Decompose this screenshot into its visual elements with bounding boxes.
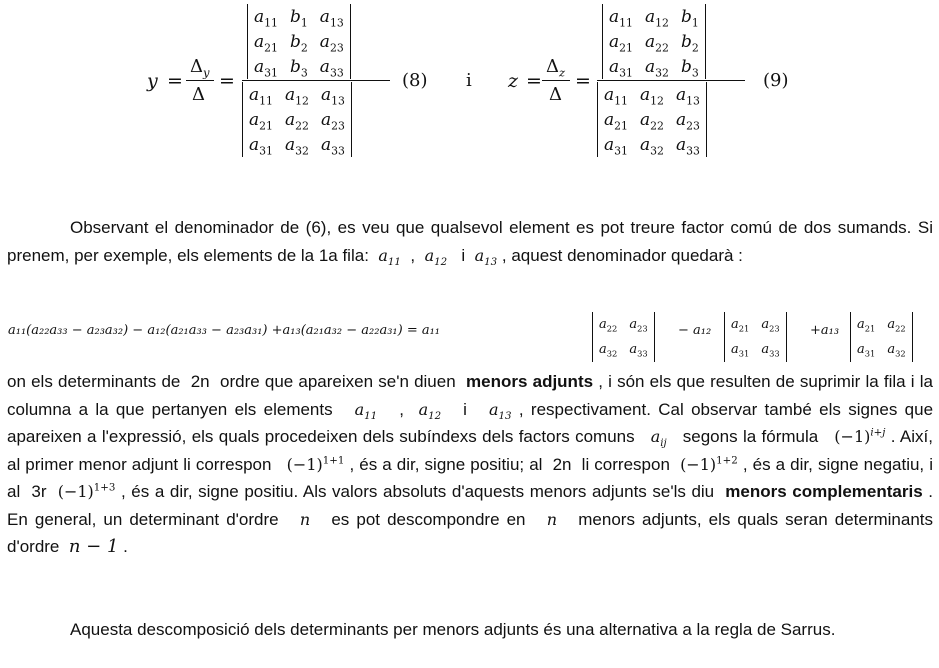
eq9-den-entry: $a_{32}$ (639, 134, 664, 157)
eq9-num-entry: $a_{12}$ (644, 6, 669, 29)
eq9-num-entry: $a_{11}$ (609, 6, 633, 29)
eq8-den-entry: $a_{11}$ (249, 84, 273, 107)
expansion-equation (8, 316, 933, 359)
eq9-num-row (603, 4, 705, 29)
minor-2-determinant (724, 312, 787, 362)
minor3-entry: $a_{32}$ (887, 342, 906, 359)
minor1-entry: $a_{32}$ (599, 342, 618, 359)
eq9-den-entry: $a_{23}$ (675, 109, 700, 132)
minor3-row (851, 337, 912, 362)
eq8-den-entry: $a_{12}$ (284, 84, 309, 107)
eq9-num-entry: $a_{31}$ (609, 56, 633, 79)
eq8-den-row (243, 107, 351, 132)
eq9-num-entry: $a_{21}$ (609, 31, 633, 54)
eq8-num-row (248, 29, 350, 54)
para2-n: n (299, 509, 311, 529)
para2-t7: , és a dir, signe positiu; al (349, 454, 543, 474)
eq8-equals-2: = (219, 70, 235, 92)
minor1-row (593, 337, 654, 362)
paragraph-2 (7, 368, 933, 561)
eq8-num-entry: $a_{23}$ (319, 31, 344, 54)
eq9-den-entry: $a_{31}$ (604, 134, 628, 157)
minor1-row (593, 312, 654, 337)
eq8-num-entry: $b_3$ (289, 56, 308, 79)
eq9-denominator-determinant (597, 82, 707, 157)
eq9-delta-den: Δ (549, 84, 562, 105)
para1-text2: , aquest denominador quedarà : (501, 245, 743, 265)
eq9-lhs: z (508, 70, 519, 92)
para2-two-n-2: 2n (552, 454, 572, 474)
eq8-numerator-determinant (247, 4, 351, 79)
eq8-den-entry: $a_{31}$ (249, 134, 273, 157)
para1-sep1: , (410, 245, 416, 265)
eq9-num-row (603, 29, 705, 54)
para2-formula-2: $(-1)^{1+2}$ (680, 454, 738, 474)
eq8-den-entry: $a_{23}$ (320, 109, 345, 132)
eq8-num-entry: $a_{33}$ (319, 56, 344, 79)
eq9-num-entry: $b_2$ (680, 31, 699, 54)
eq9-number: (9) (763, 70, 789, 91)
eq9-den-entry: $a_{21}$ (604, 109, 628, 132)
para2-t8: li correspon (581, 454, 670, 474)
connector-i: i (466, 70, 472, 91)
eq8-num-entry: $a_{31}$ (254, 56, 278, 79)
para2-aij: $a_{ij}$ (650, 427, 667, 450)
eq8-den-entry: $a_{22}$ (284, 109, 309, 132)
para2-a13: $a_{13}$ (488, 399, 512, 422)
eq9-equals-2: = (575, 70, 591, 92)
eq9-den-entry: $a_{22}$ (639, 109, 664, 132)
para2-formula-1: $(-1)^{1+1}$ (286, 454, 345, 474)
para2-a11: $a_{11}$ (354, 399, 378, 422)
para2-n-minus-1: n − 1 (68, 536, 119, 557)
paragraph-1 (7, 214, 933, 269)
para2-t10: , és a dir, signe positiu. Als valors absoluts d'aquests menors adjunts se'ls diu (120, 482, 715, 501)
eq9-num-row (603, 54, 705, 79)
eq9-den-row (598, 132, 706, 157)
eq9-num-entry: $b_1$ (680, 6, 699, 29)
para2-t14: . (123, 537, 128, 556)
eq8-delta-den: Δ (192, 84, 205, 105)
para2-bold-menors-complementaris: menors complementaris (725, 482, 923, 501)
para1-a11: $a_{11}$ (378, 245, 401, 268)
para2-t5: segons la fórmula (682, 427, 819, 446)
minor1-entry: $a_{23}$ (629, 317, 648, 334)
minor3-entry: $a_{31}$ (857, 342, 876, 359)
minor2-entry: $a_{23}$ (761, 317, 780, 334)
para2-a12: $a_{12}$ (418, 399, 442, 422)
eq8-num-row (248, 54, 350, 79)
eq8-den-entry: $a_{13}$ (320, 84, 345, 107)
para2-t1: on els determinants de (7, 372, 181, 391)
eq8-den-entry: $a_{32}$ (284, 134, 309, 157)
para2-t13: menors adjunts, els quals seran determinants d'ordre (7, 509, 934, 556)
eq8-num-entry: $a_{11}$ (254, 6, 278, 29)
eq8-den-row (243, 82, 351, 107)
eq8-den-entry: $a_{33}$ (320, 134, 345, 157)
minor1-entry: $a_{33}$ (629, 342, 648, 359)
para1-a13: $a_{13}$ (474, 245, 498, 268)
eq8-den-row (243, 132, 351, 157)
expansion-plus-a13: +a₁₃ (810, 323, 840, 338)
minor-3-determinant (850, 312, 913, 362)
paragraph-3 (7, 616, 933, 644)
minor2-row (725, 337, 786, 362)
minor2-entry: $a_{21}$ (731, 317, 750, 334)
eq8-num-entry: $b_2$ (289, 31, 308, 54)
para2-t11: . En general, un determinant d'ordre (7, 482, 933, 529)
minor-1-determinant (592, 312, 655, 362)
expansion-minus-a12: − a₁₂ (678, 323, 712, 338)
eq8-equals-1: = (167, 70, 183, 92)
eq9-num-entry: $a_{32}$ (644, 56, 669, 79)
eq8-delta-num: $\Delta_y$ (190, 56, 210, 80)
para2-t3: , i són els que resulten de suprimir la fila i la columna a la que pertanyen els elements (7, 372, 933, 419)
para2-comma1: , (399, 399, 404, 419)
para2-two-n: 2n (190, 372, 210, 391)
eq8-delta-fraction-line (186, 80, 214, 81)
para2-t9: , és a dir, signe negatiu, i al (7, 454, 934, 501)
para1-text1: Observant el denominador de (6), es veu que qualsevol element es pot treure factor comú de dos sumands. Si prenem, per exemple, els elements de la 1a fila: (7, 218, 933, 265)
para2-t12: es pot descompondre en (331, 509, 526, 529)
para1-a12: $a_{12}$ (424, 245, 448, 268)
para2-n-2: n (546, 509, 558, 529)
minor1-entry: $a_{22}$ (599, 317, 618, 334)
para2-and: i (463, 399, 467, 419)
eq9-equals-1: = (526, 70, 542, 92)
eq9-den-entry: $a_{12}$ (639, 84, 664, 107)
minor2-entry: $a_{33}$ (761, 342, 780, 359)
eq9-den-row (598, 82, 706, 107)
eq9-num-entry: $b_3$ (680, 56, 699, 79)
para2-formula-3: $(-1)^{1+3}$ (57, 481, 116, 501)
eq8-lhs: y (147, 70, 158, 92)
eq9-den-row (598, 107, 706, 132)
eq9-den-entry: $a_{13}$ (675, 84, 700, 107)
eq9-num-entry: $a_{22}$ (644, 31, 669, 54)
eq9-delta-num: $\Delta_z$ (546, 56, 566, 80)
eq8-num-entry: $a_{13}$ (319, 6, 344, 29)
eq9-den-entry: $a_{11}$ (604, 84, 628, 107)
eq8-den-entry: $a_{21}$ (249, 109, 273, 132)
para3-text: Aquesta descomposició dels determinants per menors adjunts és una alternativa a la regla de Sarrus. (70, 620, 836, 639)
para2-formula: $(-1)^{i+j}$ (834, 426, 886, 446)
para2-bold-menors-adjunts: menors adjunts (466, 372, 594, 391)
eq8-num-entry: $a_{21}$ (254, 31, 278, 54)
eq9-den-entry: $a_{33}$ (675, 134, 700, 157)
minor2-row (725, 312, 786, 337)
minor3-row (851, 312, 912, 337)
para2-t6: . Així, al primer menor adjunt li correspon (7, 427, 933, 474)
eq8-denominator-determinant (242, 82, 352, 157)
eq9-numerator-determinant (602, 4, 706, 79)
para2-t4: , respectivament. Cal observar també els signes que apareixen a l'expressió, els quals procedeixen dels subíndexs dels factors comuns (7, 399, 934, 446)
eq8-num-entry: $b_1$ (289, 6, 308, 29)
para2-three-r: 3r (31, 482, 47, 501)
minor3-entry: $a_{22}$ (887, 317, 906, 334)
para1-and: i (461, 245, 466, 265)
minor2-entry: $a_{31}$ (731, 342, 750, 359)
para2-t2: ordre que apareixen se'n diuen (220, 372, 456, 391)
eq8-num-row (248, 4, 350, 29)
eq8-number: (8) (402, 70, 428, 91)
minor3-entry: $a_{21}$ (857, 317, 876, 334)
expansion-lhs: a₁₁(a₂₂a₃₃ − a₂₃a₃₂) − a₁₂(a₂₁a₃₃ − a₂₃a₃₁) +a₁₃(a₂₁a₃₂ − a₂₂a₃₁) = a₁₁ (8, 323, 441, 338)
eq9-delta-fraction-line (542, 80, 570, 81)
